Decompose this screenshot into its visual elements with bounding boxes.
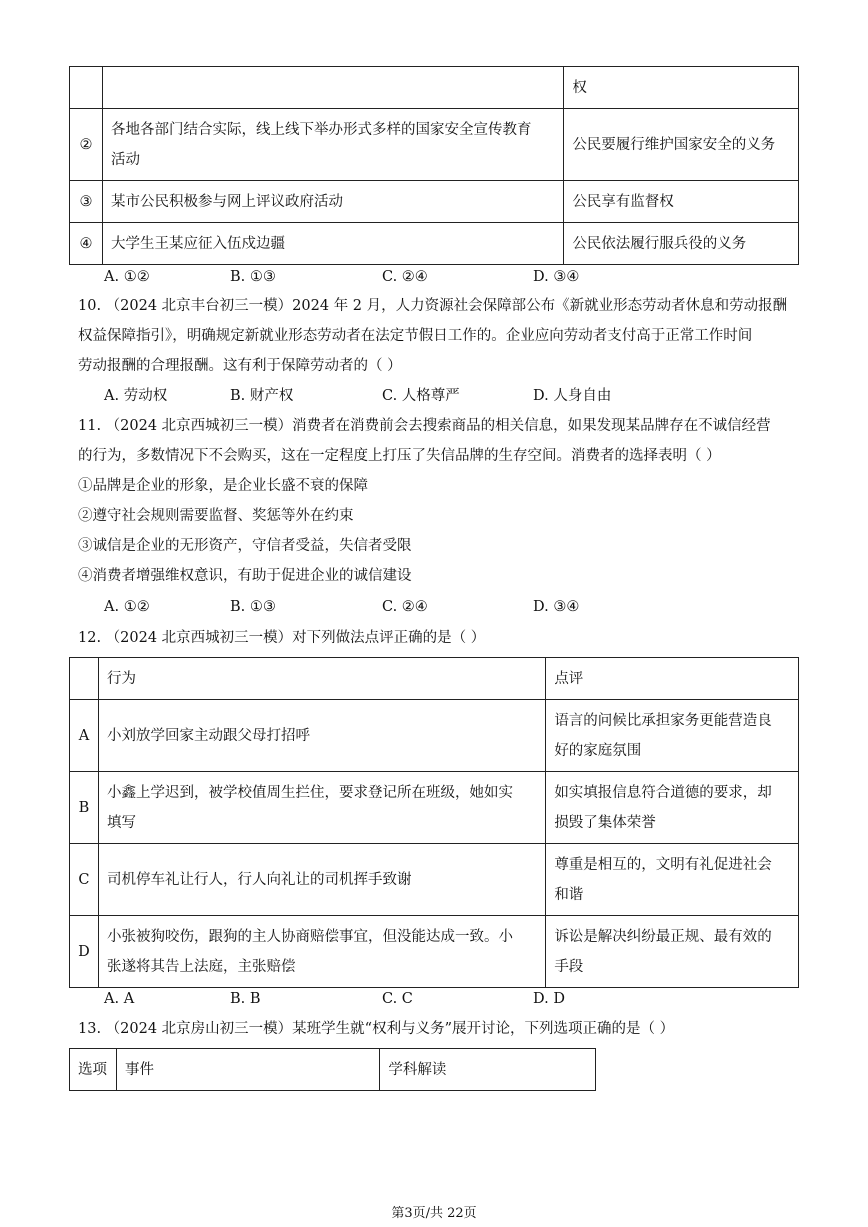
option-b[interactable]: B. ①③ [230, 269, 276, 285]
q12-options [0, 988, 868, 1010]
cell-line: 小鑫上学迟到，被学校值周生拦住，要求登记所在班级，她如实 [106, 784, 513, 801]
comment-cell [546, 844, 799, 916]
cell-line: 手段 [554, 958, 584, 975]
cell-line: 填写 [106, 814, 136, 831]
cell-line: 如实填报信息符合道德的要求，却 [554, 784, 772, 801]
interpretation-cell: 公民享有监督权 [564, 181, 799, 223]
header-interpretation: 学科解读 [380, 1049, 596, 1091]
rights-duties-table [69, 66, 799, 265]
event-cell [102, 109, 563, 181]
evaluation-table [69, 657, 799, 988]
option-d[interactable]: D. D [533, 991, 565, 1007]
q10-stem-line: 劳动报酬的合理报酬。这有利于保障劳动者的（ ） [78, 358, 402, 374]
page-footer: 第3页/共 22页 [391, 1206, 477, 1221]
q10-options [0, 385, 868, 407]
action-cell [98, 772, 545, 844]
table-row [70, 844, 799, 916]
cell-line: 张遂将其告上法庭，主张赔偿 [106, 958, 296, 975]
action-cell [98, 916, 545, 988]
header-action: 行为 [98, 658, 545, 700]
table-row [70, 916, 799, 988]
cell-line: 各地各部门结合实际，线上线下举办形式多样的国家安全宣传教育 [110, 121, 532, 138]
q10-stem-line: 权益保障指引》，明确规定新就业形态劳动者在法定节假日工作的。企业应向劳动者支付高于正常工作时间 [78, 328, 753, 344]
cell-line: 好的家庭氛围 [554, 742, 642, 759]
comment-cell [546, 916, 799, 988]
q11-stem-line: 的行为，多数情况下不会购买，这在一定程度上打压了失信品牌的生存空间。消费者的选择表明（ ） [78, 448, 721, 464]
option-c[interactable]: C. 人格尊严 [382, 388, 460, 404]
event-cell: 大学生王某应征入伍戍边疆 [102, 223, 563, 265]
options-table [69, 1048, 596, 1091]
option-b[interactable]: B. 财产权 [230, 388, 294, 404]
q10-stem-line: 10. （2024 北京丰台初三一模）2024 年 2 月，人力资源社会保障部公布《新就业形态劳动者休息和劳动报酬 [78, 298, 788, 314]
table-row [70, 109, 799, 181]
table-row [70, 772, 799, 844]
option-a[interactable]: A. 劳动权 [104, 388, 168, 404]
event-cell: 某市公民积极参与网上评议政府活动 [102, 181, 563, 223]
table-header-row [70, 658, 799, 700]
option-d[interactable]: D. 人身自由 [533, 388, 612, 404]
table-header-row [70, 1049, 596, 1091]
option-c[interactable]: C. C [382, 991, 413, 1007]
q9-options [0, 266, 868, 288]
action-cell [98, 700, 545, 772]
q11-options [0, 596, 868, 618]
row-number: ② [70, 109, 103, 181]
row-letter: D [70, 916, 99, 988]
interpretation-cell: 权 [564, 67, 799, 109]
table-row [70, 700, 799, 772]
option-d[interactable]: D. ③④ [533, 599, 580, 615]
action-cell [98, 844, 545, 916]
cell-line: 诉讼是解决纠纷最正规、最有效的 [554, 928, 772, 945]
option-d[interactable]: D. ③④ [533, 269, 580, 285]
option-b[interactable]: B. ①③ [230, 599, 276, 615]
header-option: 选项 [70, 1049, 117, 1091]
row-letter: B [70, 772, 99, 844]
cell-line: 和谐 [554, 886, 584, 903]
option-a[interactable]: A. ①② [104, 599, 150, 615]
row-letter: A [70, 700, 99, 772]
cell-line: 司机停车礼让行人，行人向礼让的司机挥手致谢 [106, 871, 412, 888]
option-b[interactable]: B. B [230, 991, 261, 1007]
cell-line: 尊重是相互的，文明有礼促进社会 [554, 856, 772, 873]
option-c[interactable]: C. ②④ [382, 599, 428, 615]
option-a[interactable]: A. ①② [104, 269, 150, 285]
header-blank [70, 658, 99, 700]
comment-cell [546, 772, 799, 844]
option-a[interactable]: A. A [104, 991, 135, 1007]
row-number: ③ [70, 181, 103, 223]
header-event: 事件 [116, 1049, 379, 1091]
cell-line: 小刘放学回家主动跟父母打招呼 [106, 727, 310, 744]
option-c[interactable]: C. ②④ [382, 269, 428, 285]
header-comment: 点评 [546, 658, 799, 700]
q11-statement: ③诚信是企业的无形资产，守信者受益，失信者受限 [78, 538, 412, 554]
table-row [70, 67, 799, 109]
q12-stem: 12. （2024 北京西城初三一模）对下列做法点评正确的是（ ） [78, 630, 486, 646]
cell-line: 损毁了集体荣誉 [554, 814, 656, 831]
q13-stem: 13. （2024 北京房山初三一模）某班学生就“权利与义务”展开讨论，下列选项正确的是（ ） [78, 1021, 675, 1037]
q11-statement: ①品牌是企业的形象，是企业长盛不衰的保障 [78, 478, 368, 494]
cell-line: 活动 [110, 151, 140, 168]
interpretation-cell: 公民要履行维护国家安全的义务 [564, 109, 799, 181]
q11-statement: ②遵守社会规则需要监督、奖惩等外在约束 [78, 508, 354, 524]
cell-line: 小张被狗咬伤，跟狗的主人协商赔偿事宜，但没能达成一致。小 [106, 928, 513, 945]
comment-cell [546, 700, 799, 772]
interpretation-cell: 公民依法履行服兵役的义务 [564, 223, 799, 265]
event-cell [102, 67, 563, 109]
table-row [70, 223, 799, 265]
row-number: ④ [70, 223, 103, 265]
q11-statement: ④消费者增强维权意识，有助于促进企业的诚信建设 [78, 568, 412, 584]
q11-stem-line: 11. （2024 北京西城初三一模）消费者在消费前会去搜索商品的相关信息，如果发现某品牌存在不诚信经营 [78, 418, 771, 434]
table-row [70, 181, 799, 223]
cell-line: 语言的问候比承担家务更能营造良 [554, 712, 772, 729]
row-letter: C [70, 844, 99, 916]
row-number [70, 67, 103, 109]
